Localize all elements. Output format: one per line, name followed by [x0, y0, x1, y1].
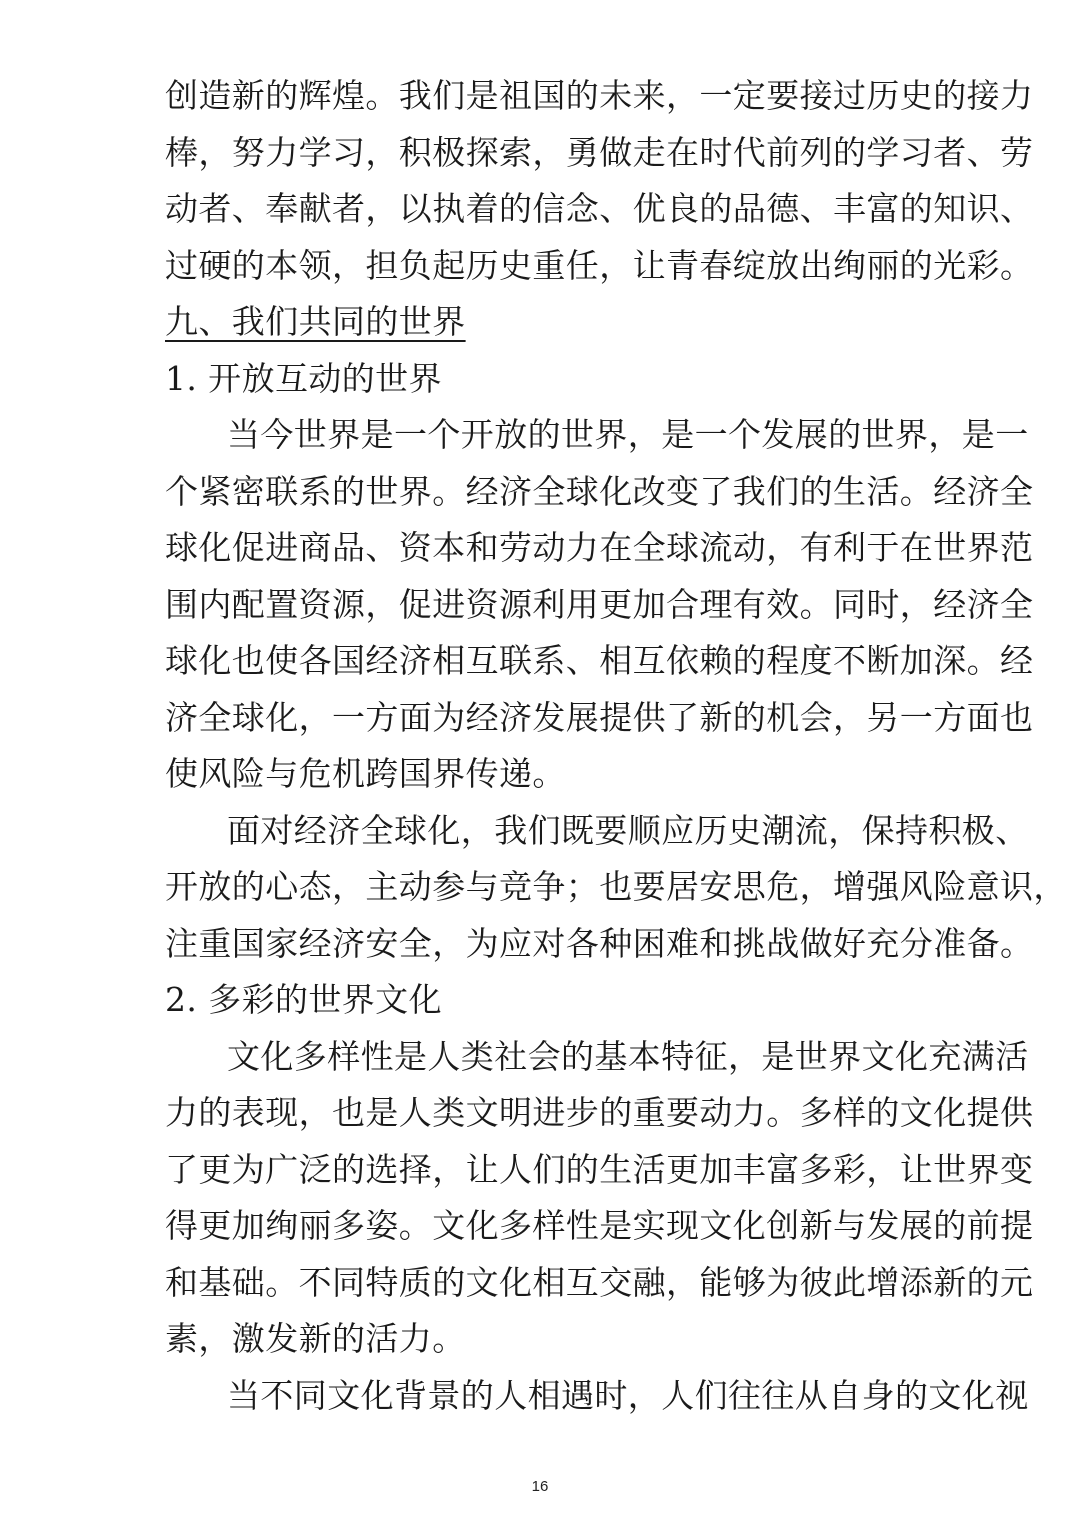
- text-line: 棒，努力学习，积极探索，勇做走在时代前列的学习者、劳: [165, 132, 1034, 172]
- section-title: 九、我们共同的世界: [165, 302, 466, 341]
- text-line: 开放的心态，主动参与竞争；也要居安思危，增强风险意识，: [165, 867, 1067, 906]
- text-line: 得更加绚丽多姿。文化多样性是实现文化创新与发展的前提: [165, 1206, 1034, 1245]
- text-line: 了更为广泛的选择，让人们的生活更加丰富多彩，让世界变: [165, 1149, 1034, 1189]
- paragraph-facing-globalization: [165, 803, 1067, 973]
- text-line: 文化多样性是人类社会的基本特征，是世界文化充满活: [227, 1036, 1029, 1076]
- paragraph-cultural-diversity: [165, 1029, 1034, 1368]
- text-line: 个紧密联系的世界。经济全球化改变了我们的生活。经济全: [165, 471, 1034, 511]
- intro-paragraph: [165, 68, 1034, 294]
- text-line: 球化促进商品、资本和劳动力在全球流动，有利于在世界范: [165, 528, 1034, 567]
- page-number: 16: [531, 1478, 549, 1495]
- text-line: 动者、奉献者，以执着的信念、优良的品德、丰富的知识、: [165, 189, 1034, 228]
- subsection-title-world-culture: 2. 多彩的世界文化: [165, 980, 442, 1019]
- document-page: [165, 68, 1067, 1424]
- subsection-title-open-world: 1. 开放互动的世界: [165, 358, 442, 398]
- text-line: 济全球化，一方面为经济发展提供了新的机会，另一方面也: [165, 697, 1034, 737]
- text-line: 过硬的本领，担负起历史重任，让青春绽放出绚丽的光彩。: [165, 245, 1034, 285]
- text-line: 当不同文化背景的人相遇时，人们往往从自身的文化视: [227, 1375, 1029, 1415]
- text-line: 当今世界是一个开放的世界，是一个发展的世界，是一: [227, 415, 1029, 454]
- text-line: 和基础。不同特质的文化相互交融，能够为彼此增添新的元: [165, 1262, 1034, 1302]
- text-line: 创造新的辉煌。我们是祖国的未来，一定要接过历史的接力: [165, 76, 1034, 115]
- text-line: 注重国家经济安全，为应对各种困难和挑战做好充分准备。: [165, 923, 1034, 963]
- paragraph-cultural-encounters: [165, 1368, 1029, 1425]
- text-line: 使风险与危机跨国界传递。: [165, 754, 566, 793]
- text-line: 面对经济全球化，我们既要顺应历史潮流，保持积极、: [227, 810, 1029, 850]
- text-line: 围内配置资源，促进资源利用更加合理有效。同时，经济全: [165, 584, 1034, 624]
- text-line: 素，激发新的活力。: [165, 1319, 466, 1358]
- text-line: 球化也使各国经济相互联系、相互依赖的程度不断加深。经: [165, 641, 1034, 680]
- paragraph-globalization: [165, 407, 1034, 803]
- text-line: 力的表现，也是人类文明进步的重要动力。多样的文化提供: [165, 1093, 1034, 1132]
